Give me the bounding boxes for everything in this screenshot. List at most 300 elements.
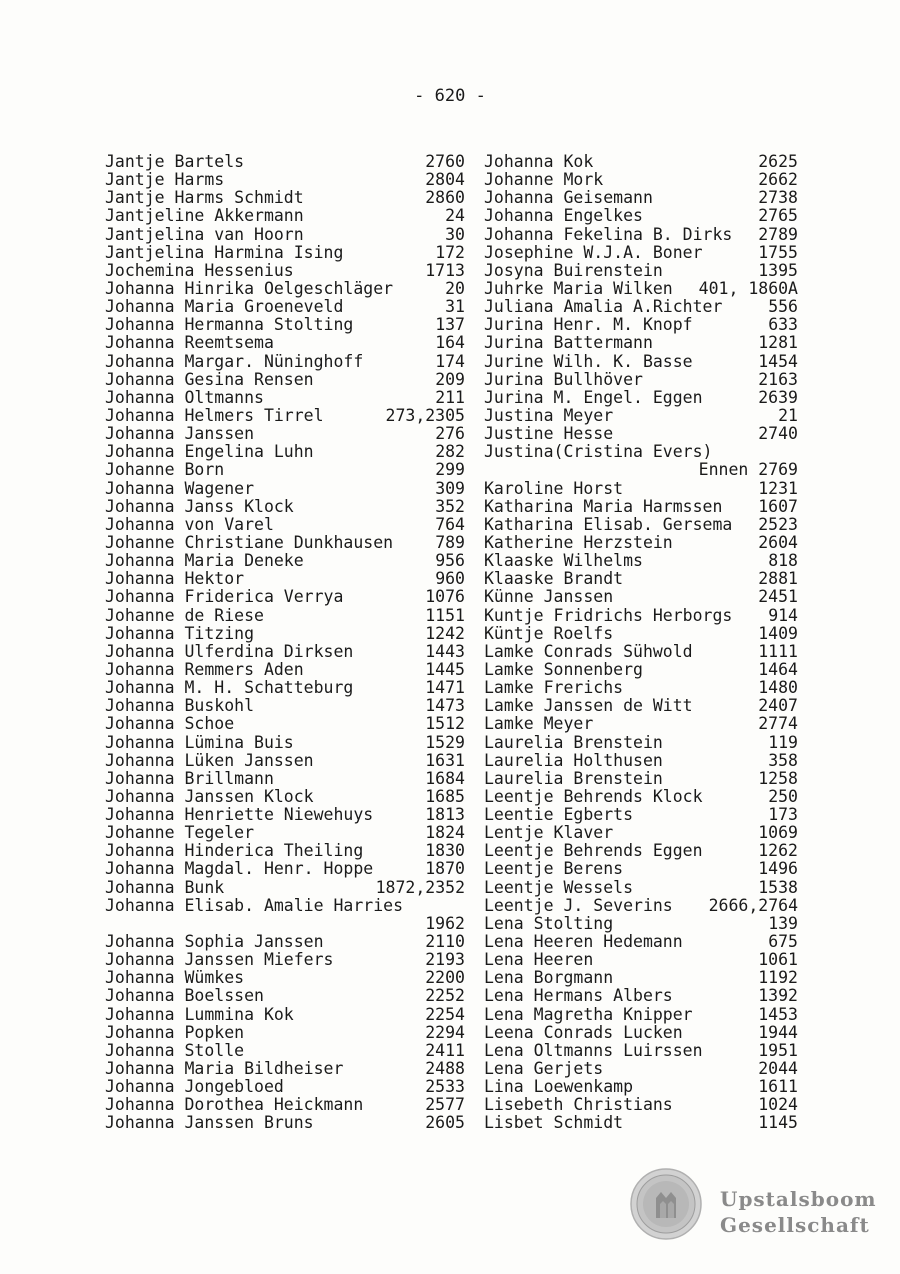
list-item — [484, 353, 798, 371]
entry-number: 2604 — [758, 532, 798, 552]
entry-name: Lentje Klaver — [484, 823, 614, 843]
entry-name: Lamke Meyer — [484, 714, 594, 734]
entry-number: 1607 — [758, 496, 798, 516]
entry-number: 1611 — [758, 1077, 798, 1097]
entry-number: 2451 — [758, 587, 798, 607]
entry-name: Lisebeth Christians — [484, 1095, 673, 1115]
entry-number: 172 — [435, 242, 465, 262]
entry-name: Leentje Wessels — [484, 877, 634, 897]
left-column — [105, 153, 465, 1133]
list-item — [484, 915, 798, 933]
list-item — [105, 788, 465, 806]
entry-name: Jantje Harms — [105, 170, 225, 190]
entry-name: Lina Loewenkamp — [484, 1077, 634, 1097]
entry-name: Juhrke Maria Wilken — [484, 278, 673, 298]
entry-name: Johanna Elisab. Amalie Harries — [105, 895, 404, 915]
list-item — [484, 788, 798, 806]
list-item — [105, 189, 465, 207]
list-item — [484, 715, 798, 733]
entry-number: 1409 — [758, 623, 798, 643]
entry-number: 1069 — [758, 823, 798, 843]
entry-name: Katharina Maria Harmssen — [484, 496, 723, 516]
entry-name: Johanna Bunk — [105, 877, 225, 897]
entry-name: Karoline Horst — [484, 478, 624, 498]
list-item — [105, 770, 465, 788]
list-item — [105, 1096, 465, 1114]
entry-number: 1813 — [425, 805, 465, 825]
entry-number: 2625 — [758, 152, 798, 171]
entry-number: 1944 — [758, 1022, 798, 1042]
list-item — [105, 734, 465, 752]
entry-number: 1951 — [758, 1040, 798, 1060]
entry-number: 358 — [768, 750, 798, 770]
entry-number: 956 — [435, 551, 465, 571]
entry-name: Johanna Janssen Miefers — [105, 950, 334, 970]
entry-name: Johanna Janssen Bruns — [105, 1113, 314, 1133]
list-item — [484, 607, 798, 625]
entry-number: 2252 — [425, 986, 465, 1006]
entry-name: Johanna Henriette Niewehuys — [105, 805, 374, 825]
list-item — [484, 425, 798, 443]
entry-name: Johanna Janss Klock — [105, 496, 294, 516]
list-item — [105, 625, 465, 643]
list-item — [105, 226, 465, 244]
entry-number: 1111 — [758, 641, 798, 661]
entry-number: 31 — [445, 297, 465, 317]
list-item — [484, 806, 798, 824]
entry-name: Jantjelina van Hoorn — [105, 224, 304, 244]
entry-number: 2881 — [758, 569, 798, 589]
entry-number: 960 — [435, 569, 465, 589]
entry-name: Leentje Behrends Klock — [484, 786, 703, 806]
entry-number: 2193 — [425, 950, 465, 970]
entry-name: Johanna von Varel — [105, 514, 274, 534]
entry-name: Johanna Janssen Klock — [105, 786, 314, 806]
list-item — [105, 280, 465, 298]
entry-number: 2774 — [758, 714, 798, 734]
entry-number: 1962 — [425, 913, 465, 933]
entry-number: 352 — [435, 496, 465, 516]
list-item — [105, 207, 465, 225]
list-item — [484, 280, 798, 298]
entry-name: Johanna Hinderica Theiling — [105, 841, 364, 861]
entry-number: 309 — [435, 478, 465, 498]
entry-number: 1830 — [425, 841, 465, 861]
entry-name: Küntje Roelfs — [484, 623, 614, 643]
list-item — [105, 1114, 465, 1132]
list-item — [484, 516, 798, 534]
entry-number: 1258 — [758, 768, 798, 788]
entry-name: Johanna Remmers Aden — [105, 659, 304, 679]
entry-name: Johanna Hermanna Stolting — [105, 315, 354, 335]
entry-number: 2200 — [425, 968, 465, 988]
entry-name: Künne Janssen — [484, 587, 614, 607]
list-item — [105, 806, 465, 824]
list-item — [105, 879, 465, 897]
list-item — [105, 353, 465, 371]
list-item — [105, 371, 465, 389]
list-item — [105, 860, 465, 878]
entry-number: 30 — [445, 224, 465, 244]
entry-name: Johanna Brillmann — [105, 768, 274, 788]
list-item — [484, 879, 798, 897]
entry-number: 273,2305 — [385, 405, 465, 425]
entry-number: 914 — [768, 605, 798, 625]
entry-name: Jurina Henr. M. Knopf — [484, 315, 693, 335]
entry-number: 1453 — [758, 1004, 798, 1024]
list-item — [105, 842, 465, 860]
entry-number: 250 — [768, 786, 798, 806]
list-item — [484, 1060, 798, 1078]
entry-number: 764 — [435, 514, 465, 534]
entry-number: 2765 — [758, 206, 798, 226]
entry-number: 1024 — [758, 1095, 798, 1115]
list-item — [484, 969, 798, 987]
watermark-line-1: Upstalsboom — [720, 1187, 877, 1211]
list-item — [484, 770, 798, 788]
list-item — [105, 752, 465, 770]
entry-name: Johanna Geisemann — [484, 188, 653, 208]
list-item — [484, 480, 798, 498]
entry-name: Jurina Battermann — [484, 333, 653, 353]
list-item — [484, 171, 798, 189]
entry-name: Johanna Helmers Tirrel — [105, 405, 324, 425]
list-item — [484, 153, 798, 171]
entry-name: Johanna Fekelina B. Dirks — [484, 224, 733, 244]
list-item — [484, 1006, 798, 1024]
list-item — [484, 389, 798, 407]
entry-number: 1281 — [758, 333, 798, 353]
entry-number: 119 — [768, 732, 798, 752]
list-item — [484, 443, 798, 461]
entry-name: Johanna Stolle — [105, 1040, 245, 1060]
list-item — [105, 153, 465, 171]
list-item — [484, 262, 798, 280]
list-item — [484, 298, 798, 316]
list-item — [105, 915, 465, 933]
entry-number: 2666,2764 — [708, 895, 798, 915]
entry-name: Johanna Engelina Luhn — [105, 442, 314, 462]
entry-name: Johanna Ulferdina Dirksen — [105, 641, 354, 661]
list-item — [484, 461, 798, 479]
entry-name: Johanne Tegeler — [105, 823, 255, 843]
entry-number: 1512 — [425, 714, 465, 734]
list-item — [484, 570, 798, 588]
list-item — [484, 643, 798, 661]
entry-name: Johanna Hinrika Oelgeschläger — [105, 278, 394, 298]
list-item — [105, 897, 465, 915]
entry-number: 2488 — [425, 1059, 465, 1079]
list-item — [105, 534, 465, 552]
entry-number: 2163 — [758, 369, 798, 389]
entry-number: 2577 — [425, 1095, 465, 1115]
list-item — [484, 407, 798, 425]
entry-number: 137 — [435, 315, 465, 335]
entry-number: 1454 — [758, 351, 798, 371]
watermark-line-2: Gesellschaft — [720, 1213, 870, 1237]
entry-number: 1473 — [425, 696, 465, 716]
entry-number: 2605 — [425, 1113, 465, 1133]
list-item — [484, 207, 798, 225]
entry-number: Ennen 2769 — [698, 460, 798, 480]
entry-name: Lamke Sonnenberg — [484, 659, 643, 679]
entry-number: 1151 — [425, 605, 465, 625]
entry-name: Johanna Buskohl — [105, 696, 255, 716]
entry-number: 1538 — [758, 877, 798, 897]
list-item — [105, 389, 465, 407]
entry-name: Johanna M. H. Schatteburg — [105, 678, 354, 698]
entry-name: Leentje J. Severins — [484, 895, 673, 915]
entry-number: 1872,2352 — [375, 877, 465, 897]
entry-name: Lisbet Schmidt — [484, 1113, 624, 1133]
entry-name: Johanna Wagener — [105, 478, 255, 498]
entry-number: 2533 — [425, 1077, 465, 1097]
entry-number: 1685 — [425, 786, 465, 806]
list-item — [484, 752, 798, 770]
entry-number: 1262 — [758, 841, 798, 861]
entry-name: Johanna Reemtsema — [105, 333, 274, 353]
entry-name: Johanna Friderica Verrya — [105, 587, 344, 607]
list-item — [484, 679, 798, 697]
entry-name: Justina(Cristina Evers) — [484, 442, 713, 462]
entry-name: Johanna Maria Bildheiser — [105, 1059, 344, 1079]
entry-name: Josyna Buirenstein — [484, 260, 663, 280]
list-item — [105, 498, 465, 516]
entry-name: Leentje Berens — [484, 859, 624, 879]
entry-name: Johanne Born — [105, 460, 225, 480]
list-item — [484, 697, 798, 715]
entry-name: Jurine Wilh. K. Basse — [484, 351, 693, 371]
entry-name: Lena Borgmann — [484, 968, 614, 988]
right-column — [484, 153, 798, 1133]
entry-name: Juliana Amalia A.Richter — [484, 297, 723, 317]
entry-name: Klaaske Wilhelms — [484, 551, 643, 571]
entry-number: 675 — [768, 932, 798, 952]
entry-number: 633 — [768, 315, 798, 335]
entry-name: Laurelia Holthusen — [484, 750, 663, 770]
list-item — [105, 244, 465, 262]
list-item — [105, 171, 465, 189]
entry-number: 1443 — [425, 641, 465, 661]
entry-number: 139 — [768, 913, 798, 933]
entry-name: Lena Stolting — [484, 913, 614, 933]
list-item — [105, 824, 465, 842]
entry-name: Laurelia Brenstein — [484, 732, 663, 752]
list-item — [484, 897, 798, 915]
entry-number: 282 — [435, 442, 465, 462]
list-item — [105, 1042, 465, 1060]
list-item — [105, 969, 465, 987]
list-item — [105, 552, 465, 570]
list-item — [484, 552, 798, 570]
list-item — [484, 734, 798, 752]
entry-number: 1870 — [425, 859, 465, 879]
list-item — [484, 334, 798, 352]
entry-number: 2804 — [425, 170, 465, 190]
entry-number: 556 — [768, 297, 798, 317]
entry-number: 2760 — [425, 152, 465, 171]
entry-name: Johanne de Riese — [105, 605, 264, 625]
list-item — [105, 951, 465, 969]
entry-name: Lena Heeren Hedemann — [484, 932, 683, 952]
entry-name: Johanne Christiane Dunkhausen — [105, 532, 394, 552]
entry-number: 2738 — [758, 188, 798, 208]
list-item — [105, 607, 465, 625]
entry-name: Lamke Janssen de Witt — [484, 696, 693, 716]
list-item — [105, 407, 465, 425]
entry-number: 276 — [435, 424, 465, 444]
entry-number: 1480 — [758, 678, 798, 698]
list-item — [484, 244, 798, 262]
entry-name: Lamke Conrads Sühwold — [484, 641, 693, 661]
list-item — [484, 226, 798, 244]
entry-number: 2407 — [758, 696, 798, 716]
list-item — [105, 443, 465, 461]
list-item — [484, 371, 798, 389]
entry-name: Jantje Harms Schmidt — [105, 188, 304, 208]
entry-name: Johanna Jongebloed — [105, 1077, 284, 1097]
watermark-text — [720, 1186, 877, 1238]
entry-number: 2294 — [425, 1022, 465, 1042]
list-item — [484, 1096, 798, 1114]
list-item — [484, 1078, 798, 1096]
list-item — [484, 498, 798, 516]
entry-number: 24 — [445, 206, 465, 226]
entry-number: 211 — [435, 387, 465, 407]
entry-number: 401, 1860A — [698, 278, 798, 298]
entry-number: 1392 — [758, 986, 798, 1006]
entry-number: 1192 — [758, 968, 798, 988]
entry-name: Jurina M. Engel. Eggen — [484, 387, 703, 407]
entry-name: Jantjeline Akkermann — [105, 206, 304, 226]
list-item — [484, 1042, 798, 1060]
entry-name: Johanna Titzing — [105, 623, 255, 643]
entry-name: Johanna Hektor — [105, 569, 245, 589]
list-item — [105, 316, 465, 334]
entry-number: 1824 — [425, 823, 465, 843]
entry-number: 1445 — [425, 659, 465, 679]
list-item — [105, 262, 465, 280]
list-item — [484, 951, 798, 969]
entry-name: Lena Gerjets — [484, 1059, 604, 1079]
entry-name: Klaaske Brandt — [484, 569, 624, 589]
list-item — [105, 679, 465, 697]
entry-number: 2110 — [425, 932, 465, 952]
entry-name: Jantjelina Harmina Ising — [105, 242, 344, 262]
list-item — [105, 1060, 465, 1078]
list-item — [105, 480, 465, 498]
seal-icon — [630, 1168, 702, 1240]
entry-number: 1755 — [758, 242, 798, 262]
entry-number: 1464 — [758, 659, 798, 679]
entry-name: Lena Oltmanns Luirssen — [484, 1040, 703, 1060]
entry-number: 21 — [778, 405, 798, 425]
list-item — [105, 461, 465, 479]
entry-name: Johanna Gesina Rensen — [105, 369, 314, 389]
entry-name: Katherine Herzstein — [484, 532, 673, 552]
entry-number: 2639 — [758, 387, 798, 407]
entry-name: Kuntje Fridrichs Herborgs — [484, 605, 733, 625]
entry-name: Justine Hesse — [484, 424, 614, 444]
entry-number: 1076 — [425, 587, 465, 607]
entry-name: Johanna Lümina Buis — [105, 732, 294, 752]
list-item — [484, 189, 798, 207]
list-item — [484, 1114, 798, 1132]
entry-number: 2789 — [758, 224, 798, 244]
entry-name: Jantje Bartels — [105, 152, 245, 171]
list-item — [484, 824, 798, 842]
entry-name: Lena Magretha Knipper — [484, 1004, 693, 1024]
entry-name: Lena Heeren — [484, 950, 594, 970]
entry-name: Johanna Wümkes — [105, 968, 245, 988]
entry-number: 1145 — [758, 1113, 798, 1133]
list-item — [105, 334, 465, 352]
entry-number: 1529 — [425, 732, 465, 752]
list-item — [105, 1024, 465, 1042]
entry-name: Jurina Bullhöver — [484, 369, 643, 389]
entry-number: 2523 — [758, 514, 798, 534]
entry-name: Leentje Behrends Eggen — [484, 841, 703, 861]
entry-name: Johanna Dorothea Heickmann — [105, 1095, 364, 1115]
entry-number: 20 — [445, 278, 465, 298]
entry-number: 1631 — [425, 750, 465, 770]
entry-number: 1395 — [758, 260, 798, 280]
entry-number: 1242 — [425, 623, 465, 643]
entry-name: Jochemina Hessenius — [105, 260, 294, 280]
entry-name: Lamke Frerichs — [484, 678, 624, 698]
entry-name: Josephine W.J.A. Boner — [484, 242, 703, 262]
entry-number: 1496 — [758, 859, 798, 879]
entry-number: 209 — [435, 369, 465, 389]
list-item — [105, 1078, 465, 1096]
entry-name: Johanna Lummina Kok — [105, 1004, 294, 1024]
entry-number: 1231 — [758, 478, 798, 498]
entry-name: Johanna Kok — [484, 152, 594, 171]
entry-number: 2662 — [758, 170, 798, 190]
entry-name: Katharina Elisab. Gersema — [484, 514, 733, 534]
list-item — [105, 933, 465, 951]
entry-name: Johanna Margar. Nüninghoff — [105, 351, 364, 371]
entry-name: Johanna Lüken Janssen — [105, 750, 314, 770]
list-item — [105, 715, 465, 733]
entry-name: Johanna Engelkes — [484, 206, 643, 226]
entry-number: 299 — [435, 460, 465, 480]
list-item — [105, 516, 465, 534]
entry-name: Johanna Janssen — [105, 424, 255, 444]
entry-number: 1684 — [425, 768, 465, 788]
entry-name: Johanna Maria Groeneveld — [105, 297, 344, 317]
list-item — [484, 1024, 798, 1042]
entry-name: Johanna Maria Deneke — [105, 551, 304, 571]
entry-number: 2740 — [758, 424, 798, 444]
entry-number: 2044 — [758, 1059, 798, 1079]
entry-name: Leena Conrads Lucken — [484, 1022, 683, 1042]
entry-number: 2254 — [425, 1004, 465, 1024]
list-item — [484, 661, 798, 679]
entry-number: 818 — [768, 551, 798, 571]
entry-number: 174 — [435, 351, 465, 371]
list-item — [105, 987, 465, 1005]
entry-name: Lena Hermans Albers — [484, 986, 673, 1006]
list-item — [105, 697, 465, 715]
entry-number: 1061 — [758, 950, 798, 970]
entry-name: Johanna Popken — [105, 1022, 245, 1042]
entry-name: Leentie Egberts — [484, 805, 634, 825]
list-item — [484, 933, 798, 951]
entry-number: 164 — [435, 333, 465, 353]
list-item — [105, 425, 465, 443]
entry-name: Johanna Sophia Janssen — [105, 932, 324, 952]
